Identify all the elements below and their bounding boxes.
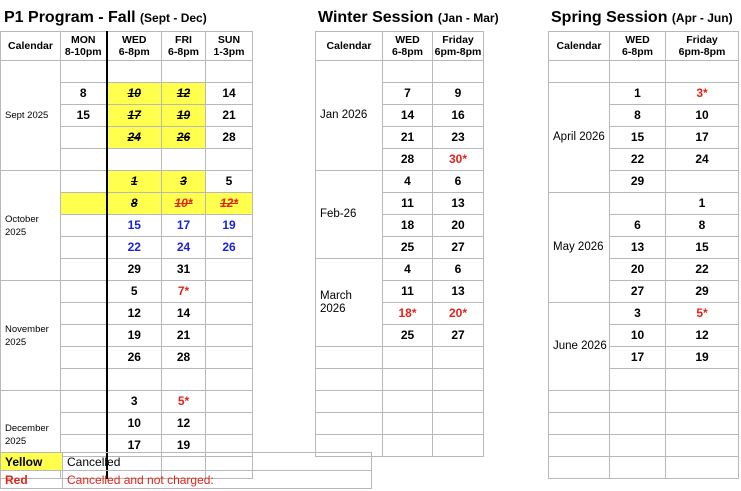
empty-cell <box>61 193 107 215</box>
date-value: 12 <box>176 86 191 100</box>
date-cell: 25 <box>383 237 433 259</box>
date-cell: 14 <box>383 105 433 127</box>
winter-subtitle: (Jan - Mar) <box>437 11 499 25</box>
empty-cell <box>61 281 107 303</box>
fri-header <box>162 32 206 61</box>
date-cell-not-charged: 3* <box>666 83 739 105</box>
sun-header <box>206 32 253 61</box>
empty-cell <box>316 347 383 369</box>
spring-calendar-table <box>548 31 739 479</box>
date-cell: 22 <box>666 259 739 281</box>
date-cell: 24 <box>162 237 206 259</box>
date-cell: 21 <box>206 105 253 127</box>
legend <box>0 452 372 489</box>
date-cell: 28 <box>206 127 253 149</box>
date-cell: 15 <box>61 105 107 127</box>
empty-cell <box>433 391 484 413</box>
wed-header-time: 6-8pm <box>622 46 653 58</box>
date-cell: 21 <box>162 325 206 347</box>
fall-subtitle: (Sept - Dec) <box>140 11 207 25</box>
empty-cell <box>433 347 484 369</box>
date-cell: 5 <box>107 281 162 303</box>
empty-cell <box>206 325 253 347</box>
table-row <box>316 32 484 61</box>
month-label-line: March <box>320 289 352 302</box>
table-row <box>316 391 484 413</box>
date-value: 24 <box>127 130 141 144</box>
spring-subtitle: (Apr - Jun) <box>671 11 733 25</box>
date-value: 8 <box>130 196 138 210</box>
date-cell: 14 <box>162 303 206 325</box>
calendar-header: Calendar <box>549 32 610 61</box>
fall-calendar-table <box>0 31 253 479</box>
empty-cell <box>383 435 433 457</box>
empty-cell <box>61 259 107 281</box>
empty-cell <box>61 171 107 193</box>
date-cell-cancelled <box>107 127 162 149</box>
empty-cell <box>610 391 666 413</box>
empty-cell <box>107 369 162 391</box>
empty-cell <box>61 127 107 149</box>
month-label-june: June 2026 <box>549 303 610 391</box>
table-row <box>549 32 739 61</box>
fri-header-day: Friday <box>442 34 474 46</box>
date-cell: 21 <box>383 127 433 149</box>
table-row <box>549 61 739 83</box>
empty-cell <box>316 369 383 391</box>
wed-header-time: 6-8pm <box>118 46 150 58</box>
date-cell: 5 <box>206 171 253 193</box>
date-cell: 4 <box>383 259 433 281</box>
empty-cell <box>383 413 433 435</box>
month-label-line: 2025 <box>5 336 27 348</box>
empty-cell <box>549 457 610 479</box>
fri-header-day: Friday <box>686 34 718 46</box>
date-cell-not-charged: 20* <box>433 303 484 325</box>
date-cell: 27 <box>610 281 666 303</box>
date-cell: 10 <box>666 105 739 127</box>
empty-cell <box>433 435 484 457</box>
empty-cell <box>61 215 107 237</box>
date-cell: 12 <box>107 303 162 325</box>
sun-header-time: 1-3pm <box>213 46 245 58</box>
date-cell: 9 <box>433 83 484 105</box>
date-cell: 1 <box>610 83 666 105</box>
empty-cell <box>61 303 107 325</box>
empty-cell <box>666 171 739 193</box>
calendar-header: Calendar <box>1 32 61 61</box>
date-cell: 19 <box>162 435 206 457</box>
empty-cell <box>206 369 253 391</box>
fri-header <box>666 32 739 61</box>
date-cell: 10 <box>610 325 666 347</box>
table-row <box>549 193 739 215</box>
calendar-header: Calendar <box>316 32 383 61</box>
date-value: 26 <box>176 130 191 144</box>
empty-cell <box>162 61 206 83</box>
mon-header-day: MON <box>71 34 96 46</box>
month-label-april: April 2026 <box>549 83 610 193</box>
date-cell-not-charged <box>206 193 253 215</box>
empty-cell <box>383 347 433 369</box>
fri-header <box>433 32 484 61</box>
date-cell: 14 <box>206 83 253 105</box>
empty-cell <box>206 61 253 83</box>
empty-cell <box>383 369 433 391</box>
empty-cell <box>61 391 107 413</box>
date-cell-not-charged: 7* <box>162 281 206 303</box>
empty-cell <box>549 391 610 413</box>
date-cell: 17 <box>162 215 206 237</box>
date-cell: 15 <box>666 237 739 259</box>
empty-cell <box>206 303 253 325</box>
empty-cell <box>162 149 206 171</box>
wed-header-day: WED <box>625 34 650 46</box>
date-value: 10* <box>174 196 193 210</box>
date-cell: 23 <box>433 127 484 149</box>
table-row <box>1 171 253 193</box>
empty-cell <box>549 61 610 83</box>
table-row <box>549 413 739 435</box>
date-cell: 29 <box>610 171 666 193</box>
empty-cell <box>316 391 383 413</box>
fri-header-day: FRI <box>175 34 192 46</box>
date-cell: 6 <box>433 171 484 193</box>
empty-cell <box>666 413 739 435</box>
date-cell: 8 <box>666 215 739 237</box>
date-cell: 20 <box>610 259 666 281</box>
date-value: 12* <box>219 196 239 210</box>
legend-red-desc: Cancelled and not charged: <box>63 471 372 489</box>
table-row <box>1 281 253 303</box>
date-cell: 18 <box>383 215 433 237</box>
empty-cell <box>206 347 253 369</box>
empty-cell <box>61 325 107 347</box>
wed-header <box>107 32 162 61</box>
fall-title <box>4 9 207 27</box>
table-row <box>316 171 484 193</box>
legend-red-label: Red <box>1 471 63 489</box>
date-cell: 15 <box>610 127 666 149</box>
date-cell: 19 <box>666 347 739 369</box>
month-label-line: December <box>5 422 49 434</box>
table-row <box>1 61 253 83</box>
table-row <box>549 457 739 479</box>
table-row <box>316 259 484 281</box>
mon-header-time: 8-10pm <box>64 46 102 58</box>
date-cell: 17 <box>610 347 666 369</box>
month-label-line: 2025 <box>5 226 27 238</box>
month-label-line: October <box>5 213 39 225</box>
date-cell-cancelled <box>162 105 206 127</box>
date-cell: 25 <box>383 325 433 347</box>
empty-cell <box>61 237 107 259</box>
date-cell: 3 <box>610 303 666 325</box>
empty-cell <box>61 413 107 435</box>
date-cell: 22 <box>610 149 666 171</box>
date-cell: 15 <box>107 215 162 237</box>
date-cell-cancelled <box>107 105 162 127</box>
date-cell: 20 <box>433 215 484 237</box>
winter-title-text: Winter Session <box>318 9 434 26</box>
date-cell-not-charged: 5* <box>666 303 739 325</box>
wed-header <box>383 32 433 61</box>
date-cell-cancelled <box>162 171 206 193</box>
legend-yellow-desc: Cancelled <box>63 453 372 471</box>
date-cell: 13 <box>433 281 484 303</box>
date-cell: 27 <box>433 325 484 347</box>
date-cell: 10 <box>107 413 162 435</box>
table-row <box>549 83 739 105</box>
sun-header-day: SUN <box>217 34 241 46</box>
fall-title-text: P1 Program - Fall <box>4 9 136 26</box>
date-cell: 8 <box>610 105 666 127</box>
month-label-line: November <box>5 323 49 335</box>
wed-header-day: WED <box>395 34 420 46</box>
table-row <box>316 369 484 391</box>
wed-header-day: WED <box>122 34 147 46</box>
empty-cell <box>433 413 484 435</box>
date-cell: 24 <box>666 149 739 171</box>
month-label-line: 2026 <box>320 302 346 315</box>
empty-cell <box>206 413 253 435</box>
date-cell: 27 <box>433 237 484 259</box>
date-value: 10 <box>127 86 141 100</box>
empty-cell <box>61 149 107 171</box>
month-label-november <box>1 281 61 391</box>
empty-cell <box>610 61 666 83</box>
spring-title <box>551 9 733 27</box>
empty-cell <box>610 369 666 391</box>
empty-cell <box>666 457 739 479</box>
month-label-sept: Sept 2025 <box>1 61 61 171</box>
empty-cell <box>666 369 739 391</box>
empty-cell <box>666 435 739 457</box>
empty-cell <box>162 369 206 391</box>
date-cell: 19 <box>107 325 162 347</box>
date-cell: 11 <box>383 193 433 215</box>
month-label-february: Feb-26 <box>316 171 383 259</box>
winter-title <box>318 9 499 27</box>
date-cell-not-charged <box>162 193 206 215</box>
date-cell-not-charged: 30* <box>433 149 484 171</box>
date-cell: 29 <box>107 259 162 281</box>
legend-yellow-label: Yellow <box>1 453 63 471</box>
month-label-may: May 2026 <box>549 193 610 303</box>
date-cell: 12 <box>162 413 206 435</box>
table-row <box>549 435 739 457</box>
empty-cell <box>206 259 253 281</box>
month-label-january: Jan 2026 <box>316 61 383 171</box>
empty-cell <box>549 413 610 435</box>
empty-cell <box>433 369 484 391</box>
date-cell-cancelled <box>162 83 206 105</box>
empty-cell <box>610 413 666 435</box>
date-cell: 29 <box>666 281 739 303</box>
empty-cell <box>666 61 739 83</box>
legend-row-red <box>1 471 372 489</box>
date-cell-not-charged: 5* <box>162 391 206 413</box>
mon-header <box>61 32 107 61</box>
date-cell: 17 <box>107 435 162 457</box>
date-cell: 13 <box>610 237 666 259</box>
date-cell: 28 <box>162 347 206 369</box>
winter-calendar-table <box>315 31 484 457</box>
spring-title-text: Spring Session <box>551 9 668 26</box>
empty-cell <box>549 435 610 457</box>
date-cell: 19 <box>206 215 253 237</box>
empty-cell <box>610 193 666 215</box>
month-label-october <box>1 171 61 281</box>
empty-cell <box>107 149 162 171</box>
date-cell: 26 <box>107 347 162 369</box>
date-value: 1 <box>130 174 138 188</box>
date-value: 17 <box>127 108 141 122</box>
wed-header-time: 6-8pm <box>392 46 423 58</box>
date-cell: 31 <box>162 259 206 281</box>
empty-cell <box>206 281 253 303</box>
date-cell: 6 <box>433 259 484 281</box>
empty-cell <box>61 369 107 391</box>
date-cell: 16 <box>433 105 484 127</box>
empty-cell <box>61 61 107 83</box>
date-cell-cancelled <box>107 171 162 193</box>
date-cell: 7 <box>383 83 433 105</box>
table-row <box>316 347 484 369</box>
wed-header <box>610 32 666 61</box>
date-cell: 28 <box>383 149 433 171</box>
empty-cell <box>206 149 253 171</box>
fri-header-time: 6pm-8pm <box>434 46 482 58</box>
date-cell: 26 <box>206 237 253 259</box>
date-cell: 4 <box>383 171 433 193</box>
date-value: 3 <box>180 174 187 188</box>
date-cell-cancelled <box>162 127 206 149</box>
month-label-march <box>316 259 383 347</box>
empty-cell <box>666 391 739 413</box>
table-row <box>316 61 484 83</box>
fri-header-time: 6-8pm <box>168 46 199 58</box>
table-row <box>1 32 253 61</box>
date-value: 19 <box>176 108 191 122</box>
empty-cell <box>107 61 162 83</box>
date-cell: 22 <box>107 237 162 259</box>
fri-header-time: 6pm-8pm <box>678 46 726 58</box>
date-cell: 12 <box>666 325 739 347</box>
empty-cell <box>433 61 484 83</box>
empty-cell <box>610 435 666 457</box>
empty-cell <box>383 391 433 413</box>
empty-cell <box>61 347 107 369</box>
date-cell: 1 <box>666 193 739 215</box>
date-cell-not-charged: 18* <box>383 303 433 325</box>
month-label-line: 2025 <box>5 435 27 447</box>
empty-cell <box>383 61 433 83</box>
date-cell: 17 <box>666 127 739 149</box>
date-cell: 3 <box>107 391 162 413</box>
date-cell: 13 <box>433 193 484 215</box>
table-row <box>549 391 739 413</box>
date-cell: 6 <box>610 215 666 237</box>
date-cell-cancelled <box>107 83 162 105</box>
date-cell: 11 <box>383 281 433 303</box>
empty-cell <box>316 413 383 435</box>
table-row <box>316 413 484 435</box>
date-cell-cancelled <box>107 193 162 215</box>
table-row <box>1 391 253 413</box>
date-cell: 8 <box>61 83 107 105</box>
legend-row-yellow <box>1 453 372 471</box>
empty-cell <box>206 391 253 413</box>
empty-cell <box>610 457 666 479</box>
table-row <box>549 303 739 325</box>
